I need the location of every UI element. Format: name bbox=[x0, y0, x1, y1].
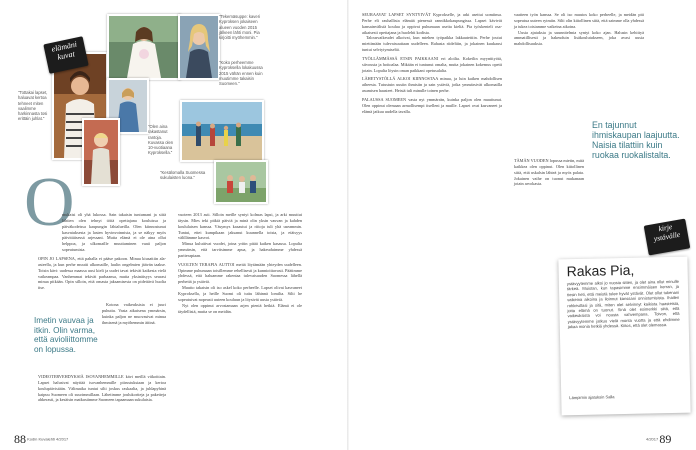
col3-p2: Talousvaikeudet alkoivat, kun miehen työpaikka lakkautettiin. Perhe joutui miettimään tulevaisuuttaan uudelleen. Rahasta riideltiin, ja jokainen kuukausi tuntui selviytymiseltä. bbox=[362, 35, 502, 53]
article-col-4b bbox=[514, 158, 584, 187]
footer-magazine-left: Kodin Kuvalehti 4/2017 bbox=[27, 436, 69, 442]
col1-p1: mukaisi oli yhä lukossa. Sain takaisin tuntumani ja siitä lähtien olen tehnyt töitä opettajana kouluissa ja päiväkodeissa kaupungin lähialueilla. Olen kiinnostunut kasvatuksesta ja lasten hyvinvoinnista, ja se näkyy myös päivittäisessä arjessani. Mutta elämä ei ole aina ollut helppoa, ja ulkomaille muuttaminen vaati paljon sopeutumista. bbox=[62, 212, 166, 253]
photo-blonde-woman bbox=[178, 14, 220, 80]
section-stamp-kirje-ystavalle bbox=[644, 219, 691, 256]
footer-left bbox=[14, 432, 68, 447]
article-col-1b bbox=[38, 256, 166, 291]
caption-summer: "Kesälomalla Suomessa sukulaisten luona." bbox=[160, 170, 206, 181]
col4-p1: vaatteen työn kanssa. Se oli iso muutos koko perheelle, ja meidän piti sopeutua uuteen rytmiin. Silti olin kiitollinen siitä, että saimme olla yhdessä ja tukea toisiamme vaikeina aikoina. bbox=[514, 12, 644, 29]
col2-p4: Muutto takaisin oli iso askel koko perheelle. Lapset olivat kasvaneet Kyproksella, ja heille Suomi oli tuttu lähinnä lomilta. Silti he sopeutuivat nopeasti uuteen kouluun ja löysivät uusia ystäviä. bbox=[178, 285, 302, 302]
caption-family-kypros: "Koko perheemme Kyproksella lokakuussa 2015 vähän ennen kuin muutimme takaisin Suomeen." bbox=[219, 60, 263, 87]
photo-child bbox=[82, 118, 120, 186]
article-col-1 bbox=[62, 212, 166, 253]
drop-cap-o: O bbox=[24, 164, 75, 241]
col2-p1: vuoteen 2013 asti. Silloin meille syntyi kolmas lapsi, ja arki muuttui täysin. Mies teki pitkiä päiviä ja minä olin yksin vauvan ja kahden koululaisen kanssa. Väsymys kasautui ja riitoja tuli yhä useammin. Tuntui, ettei kumpikaan jaksanut kuunnella toista, ja etäisyys välillämme kasvoi. bbox=[178, 212, 302, 241]
spread-gutter bbox=[347, 0, 349, 450]
caption-beach-childhood: "Olen aina rakastanut rantoja. Kuvassa olen 10-vuotiaana Kyproksella." bbox=[148, 124, 174, 156]
letter-title: Rakas Pia, bbox=[566, 261, 635, 280]
pullquote-right: En tajunnut ihmiskaupan laajuutta. Naisia tilattiin kuin ruokaa ruokalistalta. bbox=[592, 120, 680, 160]
stamp-text-right: kirje ystävälle bbox=[652, 222, 681, 243]
col2-p2: Minua kuluttivat vuodet, joina yritin pitää kaiken kasassa. Lopulta ymmärsin, että tarvitsimme apua, ja hakeuduimme yhdessä pariterapiaan. bbox=[178, 241, 302, 258]
article-col-1d bbox=[38, 374, 166, 403]
letter-signature: Lämpimin ajatuksin Salla bbox=[569, 394, 615, 401]
col3-p3: TYÖLLÄMMÄSSÄ ETSIN PAIKKAANI eri aloilta. Kokeilin myyntityötä, siivousta ja hoitoalaa. Mikään ei tuntunut omalta, mutta jokainen kokemus opetti jotain. Lopulta löysin oman paikkani opetusalalta. bbox=[362, 55, 502, 73]
col1-p2: OPIN JO LAPSENA, että pahalla ei pääse pakoon. Minua kiusattiin ala-asteella, ja kun perhe muutti ulkomaille, luulin ongelmien jäävän taakse. Toisin kävi: uudessa maassa uusi kieli ja uudet tavat tekivät kaikesta vielä vaikeampaa. Vanhemmat tekivät parhaansa, mutta yksinäisyys seurasi minua pitkään. Opin silloin, että omasta jaksamisesta on pidettävä huolta itse. bbox=[38, 256, 166, 291]
col3-p1: SEURAAVAT LAPSET SYNTYIVÄT Kyprokselle, ja arki asettui uomiinsa. Perhe eli rauhallista elämää pienessä rannikkokaupungissa. Lapset kävivät kansainvälistä koulua ja oppivat puhumaan useita kieliä. Pia työskenteli osa-aikaisesti opettajana ja huolehti kodista. bbox=[362, 12, 502, 35]
article-col-4 bbox=[514, 12, 644, 47]
photo-family-beach bbox=[180, 100, 264, 162]
footer-right bbox=[646, 432, 671, 447]
stamp-text: elämäni kuvat bbox=[50, 39, 78, 62]
col1-p4: VIDEOTERVEHDYKSIÄ ISOVANHEMMILLE kävi meillä viikoittain. Lapset halusivat näyttää isovanhemmille piirustuksiaan ja kertoa koulupäivistään. Välimatka tuntui silti joskus raskaalta, ja juhlapyhinä kaipuu Suomeen oli suurimmillaan. Lähetimme joulukortteja ja paketteja ahkerasti, ja kesäisin matkustimme Suomeen tapaamaan sukulaisia. bbox=[38, 374, 166, 403]
pullquote-left: Imetin vauvaa ja itkin. Olin varma, että avioliittomme on lopussa. bbox=[34, 316, 98, 354]
footer-magazine-right: 4/2017 bbox=[646, 436, 659, 442]
page-number-left: 88 bbox=[14, 432, 26, 446]
col3-p4: LÄHETYSTÖLLÄ ALKOI KIINNOSTAA minua, ja luin kaiken mahdollisen aiheesta. Tutustuin uusiin ihmisiin ja sain ystäviä, jotka ymmärsivät ulkomailla asumisen haasteet. Heistä tuli minulle toinen perhe. bbox=[362, 76, 502, 94]
col3-p5: PALAUSSA SUOMEEN vasta nyt ymmärrän, kuinka paljon olen muuttunut. Olen oppinut olemaan armollisempi itselleni ja muille. Lapset ovat kasvaneet ja elämä jatkuu uudella tavalla. bbox=[362, 96, 502, 114]
letter-box bbox=[558, 257, 690, 416]
article-col-3 bbox=[362, 12, 502, 115]
col4-p3: TÄMÄN VUODEN lopussa mietin, mitä kaikkea olen oppinut. Olen kiitollinen siitä, että uskalsin lähteä ja myös palata. Jokainen vaihe on tuonut mukanaan jotain arvokasta. bbox=[514, 158, 584, 187]
photo-summer-family bbox=[214, 160, 268, 204]
col2-p3: VUOLTEN TERAPIA AUTTOI meitä löytämään yhteyden uudelleen. Opimme puhumaan toisillemme rehellisesti ja kunnioittavasti. Päätimme yhdessä, että haluamme rakentaa tulevaisuuden Suomessa lähellä perhettä ja ystäviä. bbox=[178, 261, 302, 285]
photo-wedding bbox=[107, 14, 181, 80]
letter-body: ystävyytemme alkoi jo vuosia sitten, ja olet aina ollut minulle tärkeä. Muistan, kun tapasimme ensimmäisen kerran, ja tiesin heti, että meistä tulee hyvät ystävät. Olet ollut tukenani vaikeina aikoina ja iloinnut kanssani onnistumisista. Ihailen rohkeuttasi ja sitä, miten olet selvinnyt kaikista haasteista, joita elämä on tuonut. Sinä olet esimerkki siitä, että vaikeuksista voi nousta vahvempana. Toivon, että ystävyytemme jatkuu vielä monta vuotta ja että ehdimme jakaa monia hetkiä yhdessä. Kiitos, että olet olemassa. bbox=[566, 278, 680, 330]
caption-right-top: "Tekemäsuppe: kaveri Kyproksen jokaiseen alueen vuoden 2015 jälkeen lähti moni. Pia kirjoitti myöhemmin." bbox=[219, 14, 261, 41]
col4-p2: Uusia ajatuksia ja suunnitelmia syntyi koko ajan. Halusin kehittyä ammatillisesti ja hakeuduin lisäkoulutukseen, joka avasi uusia mahdollisuuksia. bbox=[514, 29, 644, 47]
caption-wedding: "Tottakai lapset, haluavat kertoa tehneet miten vaalimme harkinnasta tosi erittäin juhlat." bbox=[18, 90, 48, 122]
article-col-2 bbox=[178, 212, 302, 314]
col2-p5: Nyt olen oppinut arvostamaan arjen pieniä hetkiä. Elämä ei ole täydellistä, mutta se on meidän. bbox=[178, 302, 302, 314]
page-number-right: 89 bbox=[659, 432, 672, 446]
col1-p3: Kotona vaikeuksista ei juuri puhuttu. Vasta aikuisena ymmärsin, kuinka paljon ne muovasivat minua ihmisenä ja myöhemmin äitinä. bbox=[102, 302, 166, 325]
article-col-1c bbox=[102, 302, 166, 325]
